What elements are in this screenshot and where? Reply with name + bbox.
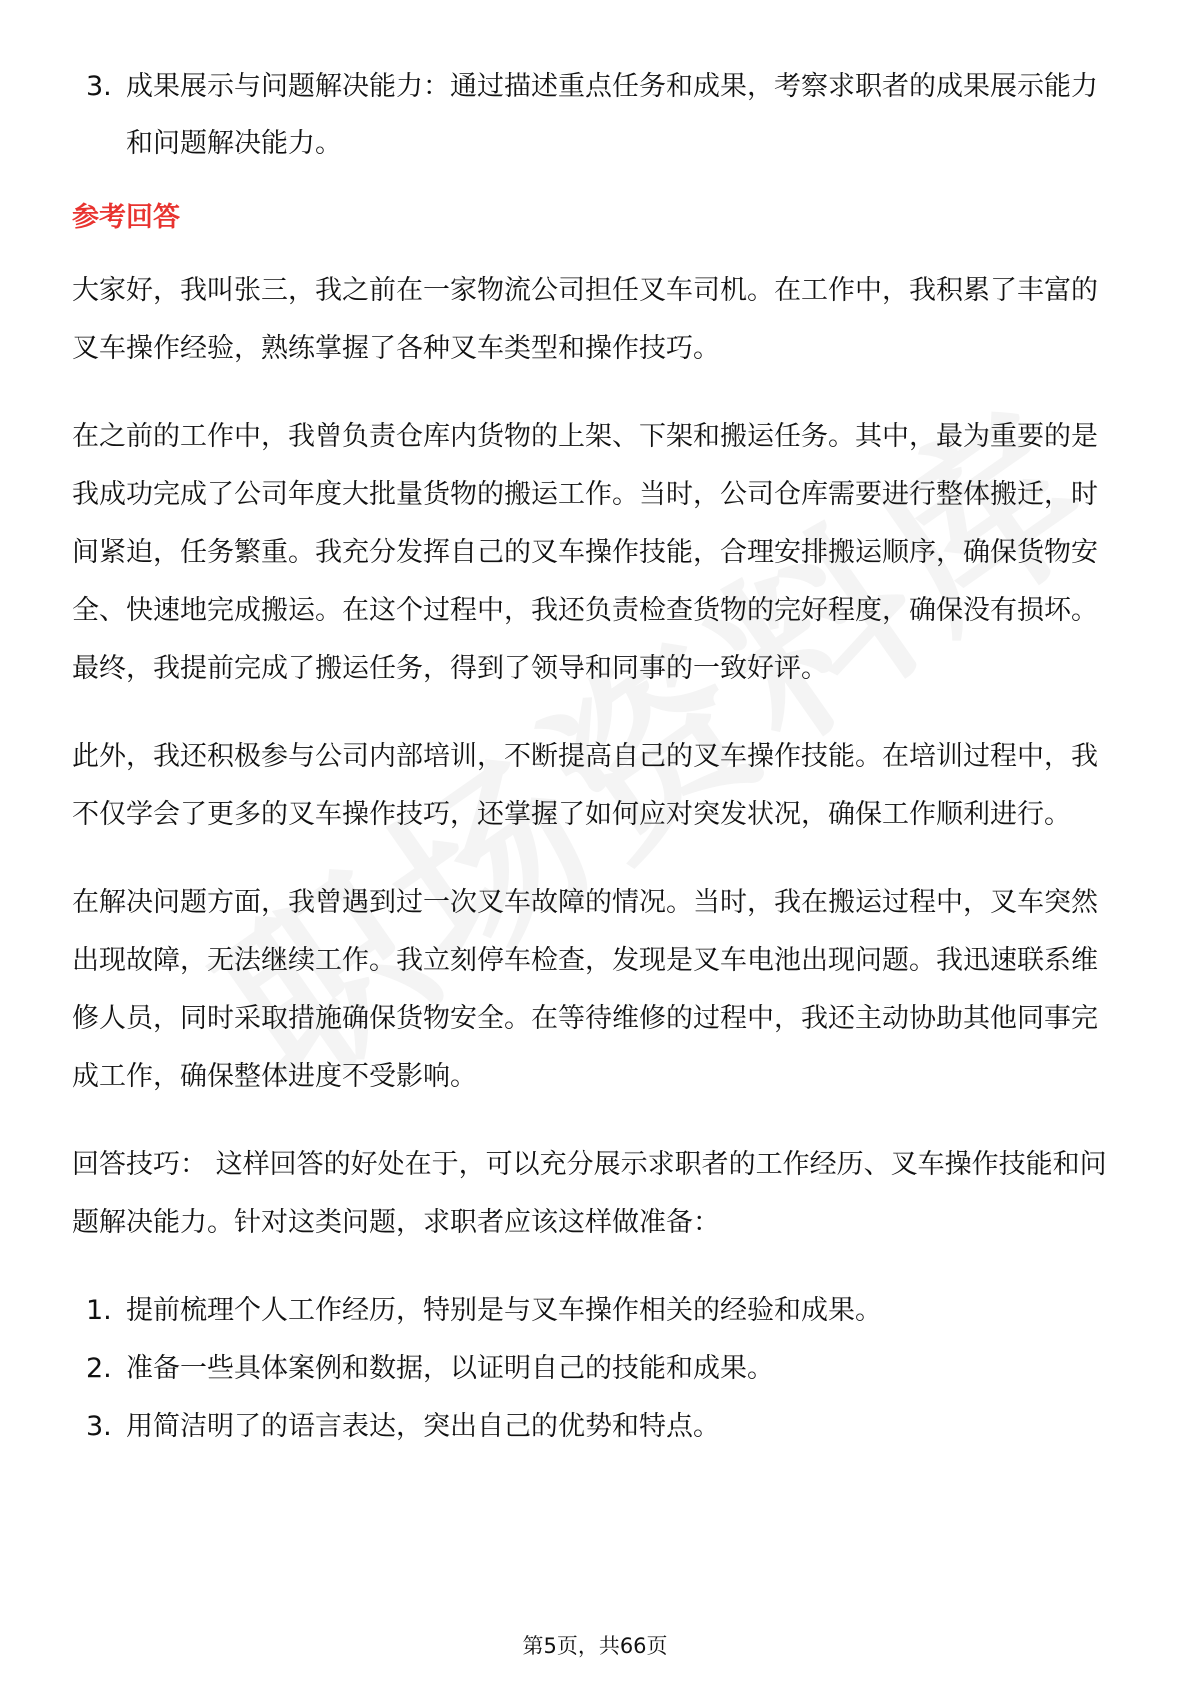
paragraph-experience: 在之前的工作中，我曾负责仓库内货物的上架、下架和搬运任务。其中，最为重要的是我成功完成了公司年度大批量货物的搬运工作。当时，公司仓库需要进行整体搬迁，时间紧迫，任务繁重。我充分发挥自己的叉车操作技能，合理安排搬运顺序，确保货物安全、快速地完成搬运。在这个过程中，我还负责检查货物的完好程度，确保没有损坏。最终，我提前完成了搬运任务，得到了领导和同事的一致好评。 xyxy=(72,421,1098,684)
list-item-number: 3. xyxy=(86,1411,112,1442)
list-item-number: 1. xyxy=(86,1295,112,1326)
list-item xyxy=(72,58,1122,172)
paragraph-problem-solving: 在解决问题方面，我曾遇到过一次叉车故障的情况。当时，我在搬运过程中，叉车突然出现故障，无法继续工作。我立刻停车检查，发现是叉车电池出现问题。我迅速联系维修人员，同时采取措施确保货物安全。在等待维修的过程中，我还主动协助其他同事完成工作，确保整体进度不受影响。 xyxy=(72,887,1098,1092)
paragraph-intro: 大家好，我叫张三，我之前在一家物流公司担任叉车司机。在工作中，我积累了丰富的叉车操作经验，熟练掌握了各种叉车类型和操作技巧。 xyxy=(72,275,1098,364)
tips-list xyxy=(72,1282,1122,1456)
paragraph-tips: 回答技巧： 这样回答的好处在于，可以充分展示求职者的工作经历、叉车操作技能和问题解决能力。针对这类问题，求职者应该这样做准备： xyxy=(72,1149,1107,1238)
list-item-text: 提前梳理个人工作经历，特别是与叉车操作相关的经验和成果。 xyxy=(126,1295,882,1326)
list-item-number: 3. xyxy=(86,71,112,102)
top-list xyxy=(72,58,1122,172)
list-item-text: 用简洁明了的语言表达，突出自己的优势和特点。 xyxy=(126,1411,720,1442)
list-item xyxy=(72,1282,1122,1340)
list-item-text: 成果展示与问题解决能力：通过描述重点任务和成果，考察求职者的成果展示能力和问题解决能力。 xyxy=(126,71,1098,159)
section-heading: 参考回答 xyxy=(72,202,180,233)
list-item xyxy=(72,1398,1122,1456)
list-item xyxy=(72,1340,1122,1398)
page-footer: 第5页，共66页 xyxy=(522,1634,668,1658)
list-item-text: 准备一些具体案例和数据，以证明自己的技能和成果。 xyxy=(126,1353,774,1384)
paragraph-training: 此外，我还积极参与公司内部培训，不断提高自己的叉车操作技能。在培训过程中，我不仅学会了更多的叉车操作技巧，还掌握了如何应对突发状况，确保工作顺利进行。 xyxy=(72,741,1098,830)
list-item-number: 2. xyxy=(86,1353,112,1384)
document-body xyxy=(72,58,1122,1456)
